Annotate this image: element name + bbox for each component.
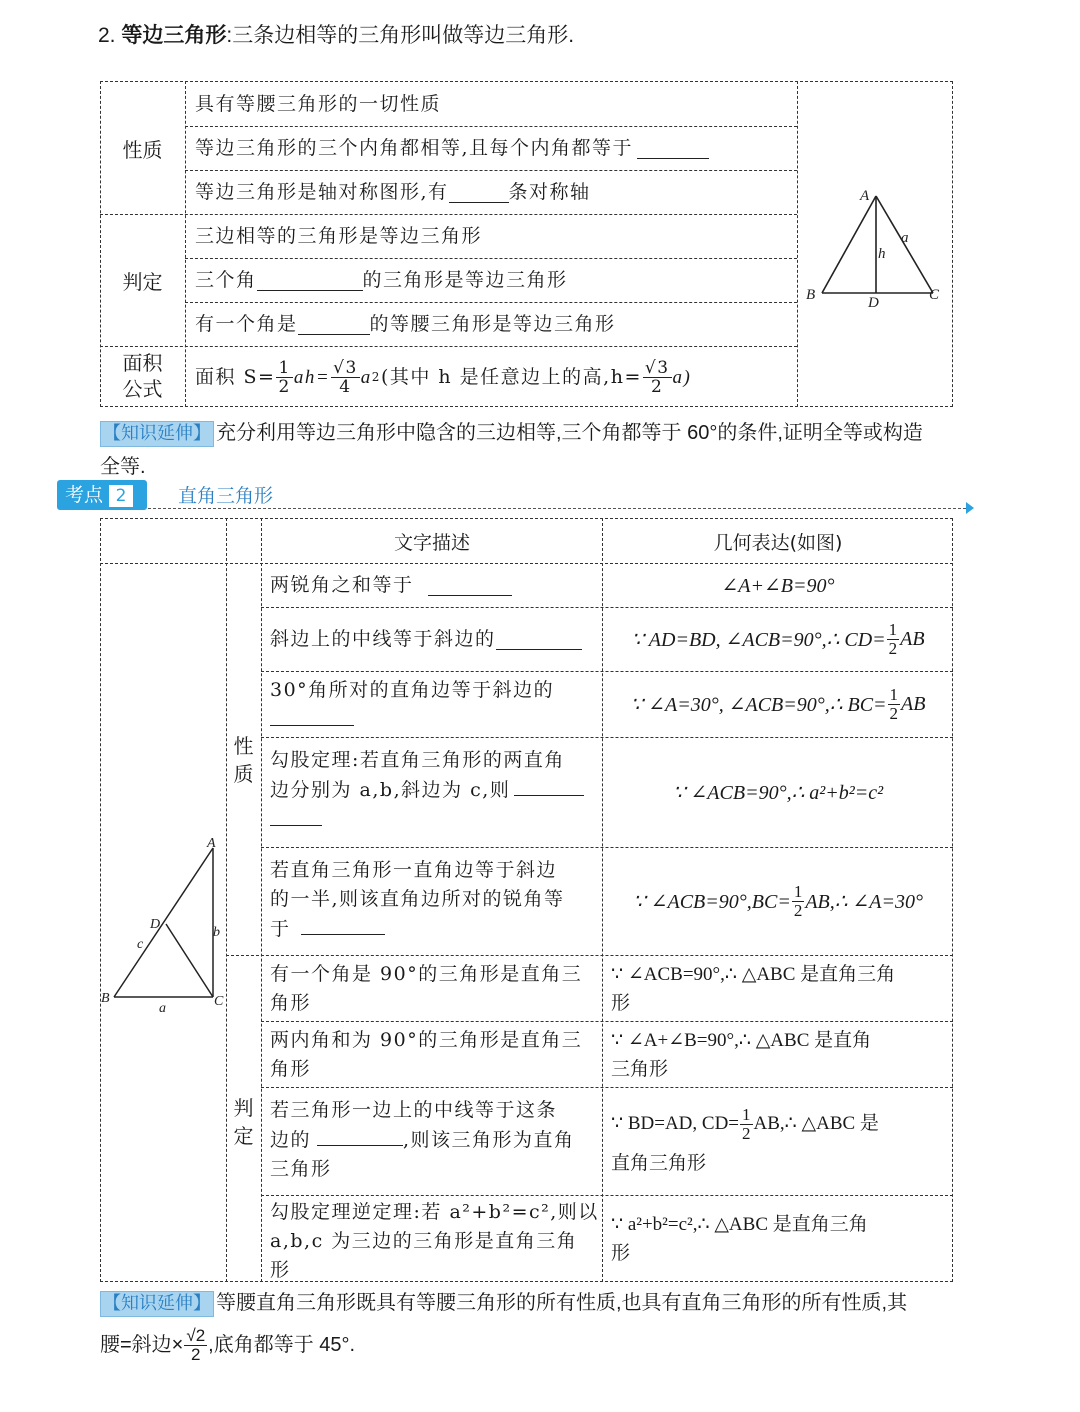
geo-text: 形 <box>611 993 631 1014</box>
geo-text: AB <box>901 693 926 715</box>
geo-text: ∵ ∠ACB=90°,BC= <box>633 891 791 913</box>
height-label: h <box>878 246 886 262</box>
table-row-desc <box>270 1026 600 1084</box>
fraction <box>184 1327 207 1364</box>
section-title: 直角三角形 <box>178 485 274 507</box>
row-divider <box>261 1195 953 1196</box>
desc-text: 三角形 <box>270 1158 332 1180</box>
extension-text: ,底角都等于 45°. <box>208 1334 356 1356</box>
row-divider <box>100 346 797 347</box>
row-divider <box>261 1021 953 1022</box>
geo-text: ∵ ∠ACB=90°,∴ △ABC 是直角三角 <box>611 964 896 985</box>
geo-text: ∵ ∠A=30°, ∠ACB=90°,∴ BC= <box>630 694 887 716</box>
desc-text: 边分别为 a,b,斜边为 c,则 <box>270 779 511 801</box>
table-row-desc <box>270 960 600 1018</box>
desc-text: 形 <box>270 1259 291 1281</box>
side-label: a <box>901 230 909 246</box>
numerator: √3 <box>333 357 358 378</box>
answer-blank[interactable] <box>514 775 584 796</box>
numerator: 1 <box>278 357 291 378</box>
criteria-text: 有一个角是 <box>195 312 298 335</box>
label-char: 定 <box>233 1124 254 1148</box>
fraction <box>740 1106 753 1143</box>
fraction <box>887 621 900 658</box>
formula-text: 面积 S= <box>195 365 276 388</box>
criteria-row-3 <box>195 302 616 346</box>
denominator: 2 <box>888 639 898 658</box>
label-char: 性 <box>233 734 254 758</box>
formula-text: a) <box>672 366 692 388</box>
vertex-label: D <box>150 917 161 932</box>
answer-blank[interactable] <box>270 705 354 726</box>
vertex-label: B <box>101 991 110 1006</box>
knowledge-extension-1 <box>100 416 990 484</box>
knowledge-extension-2-line2 <box>100 1318 355 1372</box>
table-divider <box>185 81 186 407</box>
knowledge-extension-tag: 【知识延伸】 <box>100 1291 214 1317</box>
criteria-row-2 <box>195 258 568 302</box>
desc-text: 的一半,则该直角边所对的锐角等 <box>270 888 565 910</box>
geo-text: ∵ BD=AD, CD= <box>611 1113 739 1134</box>
formula-text: ah= <box>293 366 331 388</box>
vertex-label: C <box>929 287 940 303</box>
numerator: 1 <box>888 620 898 639</box>
heading-number: 2. <box>98 24 116 47</box>
table-row-geo <box>611 1210 951 1268</box>
property-row-2 <box>195 126 709 170</box>
numerator: 1 <box>742 1105 751 1125</box>
table-row-geo <box>603 848 953 955</box>
denominator: 2 <box>742 1124 751 1144</box>
badge-number: 2 <box>109 485 133 507</box>
table-row-desc <box>270 1096 600 1184</box>
criteria-label: 判定 <box>122 269 163 294</box>
table-row-desc <box>270 746 600 835</box>
table-row-geo <box>611 1104 951 1184</box>
criteria-text: 三个角 <box>195 268 257 291</box>
table-row-desc <box>270 1198 600 1285</box>
section-divider <box>148 508 966 509</box>
side-label: c <box>137 937 144 952</box>
table-row-desc <box>270 676 595 735</box>
criteria-text: 三边相等的三角形是等边三角形 <box>195 224 483 247</box>
answer-blank[interactable] <box>428 575 512 596</box>
fraction <box>888 686 901 723</box>
arrow-icon <box>966 502 974 514</box>
geo-text: 三角形 <box>611 1059 669 1080</box>
extension-text: 腰=斜边× <box>100 1334 184 1356</box>
numerator: 1 <box>889 685 899 704</box>
answer-blank[interactable] <box>301 914 385 935</box>
geo-text: ∵ AD=BD, ∠ACB=90°,∴ CD= <box>631 629 886 651</box>
extension-text: 等腰直角三角形既具有等腰三角形的所有性质,也具有直角三角形的所有性质,其 <box>216 1292 908 1314</box>
vertex-label: A <box>207 836 216 851</box>
label-char: 判 <box>233 1096 254 1120</box>
property-text: 等边三角形是轴对称图形,有 <box>195 180 449 203</box>
knowledge-extension-tag: 【知识延伸】 <box>100 421 214 447</box>
exponent: 2 <box>371 369 381 384</box>
desc-text: 两内角和为 90°的三角形是直角三 <box>270 1029 583 1051</box>
geo-text: ∵ a²+b²=c²,∴ △ABC 是直角三角 <box>611 1214 868 1235</box>
side-label: b <box>213 925 220 940</box>
denominator: 2 <box>191 1344 201 1364</box>
extension-text: 全等. <box>100 456 146 478</box>
desc-text: 有一个角是 90°的三角形是直角三 <box>270 963 583 985</box>
criteria-row-1 <box>195 214 482 258</box>
properties-label: 性质 <box>122 137 163 162</box>
table-row-geo <box>611 1026 951 1084</box>
property-text: 等边三角形的三个内角都相等,且每个内角都等于 <box>195 136 634 159</box>
table-divider <box>261 518 262 1282</box>
table-row-desc <box>270 608 582 671</box>
property-row-1 <box>195 82 441 126</box>
answer-blank[interactable] <box>257 270 363 291</box>
table-row-geo: ∠A+∠B=90° <box>721 575 835 597</box>
desc-text: 两锐角之和等于 <box>270 574 414 596</box>
geo-text: ∵ ∠A+∠B=90°,∴ △ABC 是直角 <box>611 1030 872 1051</box>
extension-text: 充分利用等边三角形中隐含的三边相等,三个角都等于 60°的条件,证明全等或构造 <box>216 422 923 444</box>
geo-text: 直角三角形 <box>611 1153 707 1174</box>
denominator: 2 <box>651 376 664 397</box>
header-text-description: 文字描述 <box>393 531 470 554</box>
desc-text: a,b,c 为三边的三角形是直角三角 <box>270 1230 578 1252</box>
vertex-label: D <box>868 295 879 311</box>
denominator: 2 <box>889 704 899 723</box>
header-geometric-expression: 几何表达(如图) <box>713 531 843 554</box>
property-text: 具有等腰三角形的一切性质 <box>195 92 442 115</box>
desc-text: 角形 <box>270 1058 312 1080</box>
fraction <box>643 359 672 396</box>
criteria-text: 的等腰三角形是等边三角形 <box>369 312 616 335</box>
vertex-label: C <box>214 994 224 1009</box>
badge-label: 考点 <box>65 484 104 506</box>
desc-text: 若三角形一边上的中线等于这条 <box>270 1099 558 1121</box>
fraction <box>792 883 805 920</box>
property-row-3 <box>195 170 591 214</box>
answer-blank[interactable] <box>270 805 322 826</box>
numerator: √2 <box>186 1325 206 1345</box>
answer-blank[interactable] <box>637 138 709 159</box>
row-divider <box>226 955 953 956</box>
vertex-label: A <box>860 188 870 204</box>
area-label-line1: 面积 <box>122 351 163 375</box>
table-row-geo <box>603 608 953 671</box>
formula-text: (其中 h 是任意边上的高,h= <box>380 365 642 388</box>
denominator: 2 <box>278 376 291 397</box>
exam-point-badge <box>57 480 147 510</box>
denominator: 2 <box>793 901 803 920</box>
geo-text: 形 <box>611 1243 631 1264</box>
fraction <box>276 359 292 396</box>
vertex-label: B <box>806 287 816 303</box>
property-text: 条对称轴 <box>508 180 591 203</box>
answer-blank[interactable] <box>317 1125 403 1146</box>
desc-text: 勾股定理:若直角三角形的两直角 <box>270 749 565 771</box>
heading-definition: :三条边相等的三角形叫做等边三角形. <box>226 24 575 47</box>
criteria-text: 的三角形是等边三角形 <box>362 268 568 291</box>
geo-text: AB,∴ △ABC 是 <box>753 1113 879 1134</box>
area-label-line2: 公式 <box>122 377 163 401</box>
desc-text: 30°角所对的直角边等于斜边的 <box>270 679 555 701</box>
desc-text: 角形 <box>270 992 312 1014</box>
desc-text: 若直角三角形一直角边等于斜边 <box>270 859 558 881</box>
table-divider <box>226 518 227 1282</box>
desc-text: 斜边上的中线等于斜边的 <box>270 628 496 650</box>
table-row-desc <box>270 856 600 944</box>
equilateral-triangle-figure <box>798 82 952 406</box>
answer-blank[interactable] <box>496 629 582 650</box>
area-label <box>100 350 185 402</box>
right-triangle-figure <box>100 820 226 1020</box>
knowledge-extension-2 <box>100 1286 990 1320</box>
table-row-geo <box>603 672 953 737</box>
table-row-geo <box>611 960 951 1018</box>
table-row-geo: ∵ ∠ACB=90°,∴ a²+b²=c² <box>672 782 884 804</box>
geo-text: AB,∴ ∠A=30° <box>805 891 923 913</box>
numerator: √3 <box>644 357 670 378</box>
desc-text: 于 <box>270 918 291 940</box>
side-label: a <box>159 1001 166 1016</box>
desc-text: 勾股定理逆定理:若 a²+b²=c²,则以 <box>270 1201 599 1223</box>
label-char: 质 <box>233 762 254 786</box>
answer-blank[interactable] <box>449 182 509 203</box>
answer-blank[interactable] <box>298 314 370 335</box>
criteria-label <box>226 1094 261 1150</box>
formula-text: a <box>360 366 372 388</box>
table-row-desc <box>270 564 512 607</box>
fraction <box>331 359 360 396</box>
desc-text: ,则该三角形为直角 <box>403 1129 575 1151</box>
desc-text: 边的 <box>270 1129 312 1151</box>
geo-text: AB <box>900 628 925 650</box>
heading-term: 等边三角形 <box>121 24 227 47</box>
area-formula <box>195 348 691 406</box>
numerator: 1 <box>793 882 803 901</box>
denominator: 4 <box>339 376 352 397</box>
row-divider <box>261 1087 953 1088</box>
section-heading-equilateral <box>98 22 574 50</box>
properties-label <box>226 732 261 788</box>
